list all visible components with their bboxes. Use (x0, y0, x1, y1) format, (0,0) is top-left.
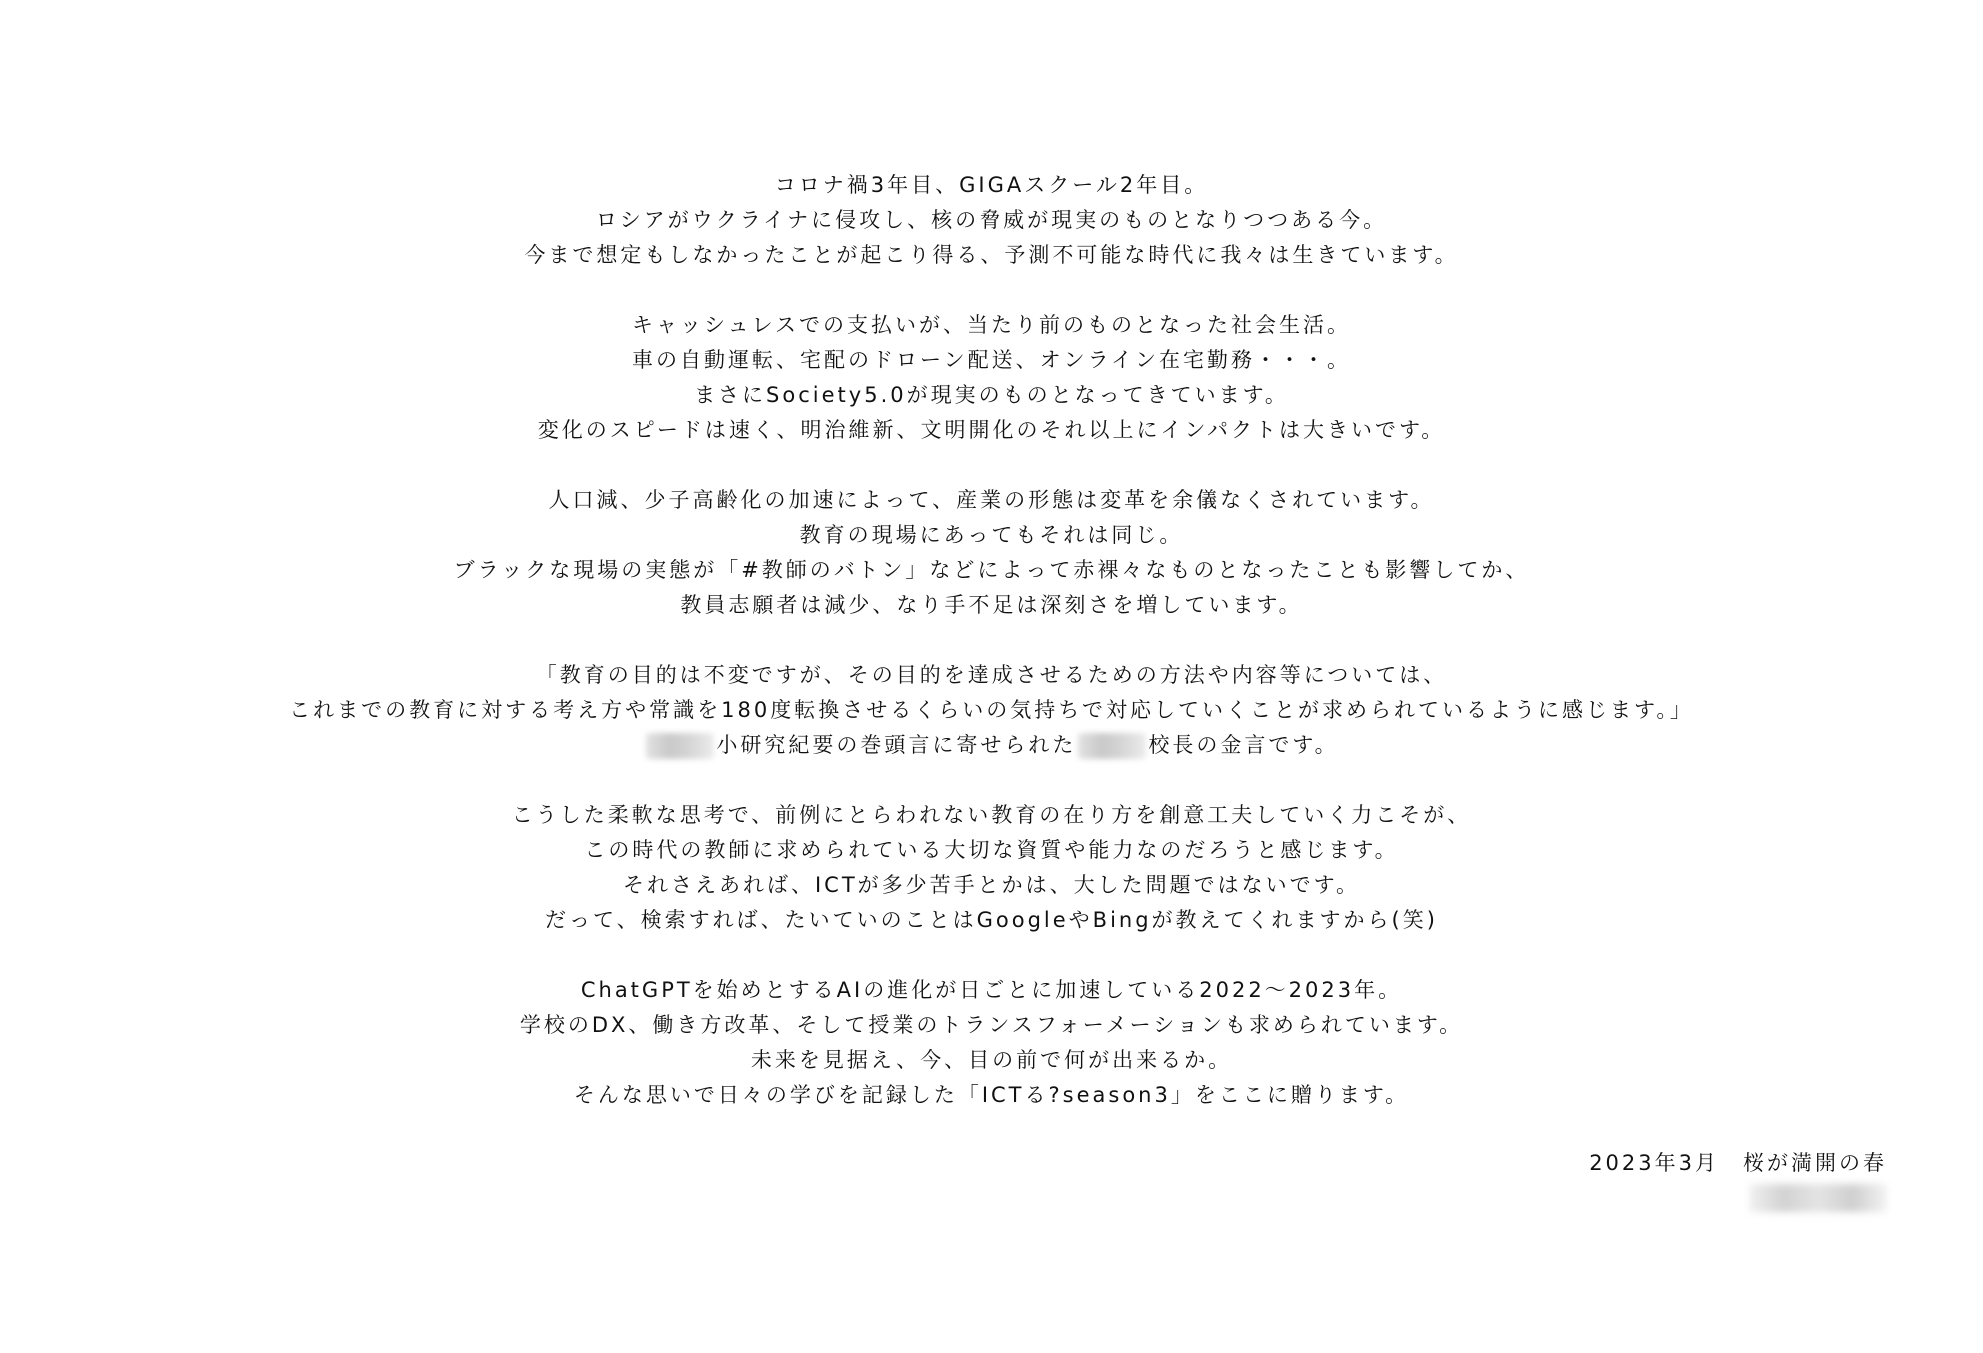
text-line: 学校のDX、働き方改革、そして授業のトランスフォーメーションも求められています。 (519, 1013, 1464, 1037)
preface-body (0, 168, 1983, 1148)
text-line: キャッシュレスでの支払いが、当たり前のものとなった社会生活。 (632, 313, 1351, 337)
text-line: 未来を見据え、今、目の前で何が出来るか。 (750, 1048, 1233, 1072)
redacted-author-name (1749, 1184, 1887, 1212)
text-line: ブラックな現場の実態が「#教師のバトン」などによって赤裸々なものとなったことも影響してか、 (453, 558, 1530, 582)
text-line: ChatGPTを始めとするAIの進化が日ごとに加速している2022～2023年。 (580, 978, 1403, 1002)
paragraph-5 (0, 798, 1983, 938)
paragraph-quote (0, 658, 1983, 763)
paragraph-6 (0, 973, 1983, 1113)
text-line: ロシアがウクライナに侵攻し、核の脅威が現実のものとなりつつある今。 (595, 208, 1388, 232)
text-line: 車の自動運転、宅配のドローン配送、オンライン在宅勤務・・・。 (632, 348, 1351, 372)
text-line: この時代の教師に求められている大切な資質や能力なのだろうと感じます。 (584, 838, 1399, 862)
text-line: 教育の現場にあってもそれは同じ。 (799, 523, 1184, 547)
text-line: 人口減、少子高齢化の加速によって、産業の形態は変革を余儀なくされています。 (548, 488, 1435, 512)
text-line: それさえあれば、ICTが多少苦手とかは、大した問題ではないです。 (622, 873, 1360, 897)
text-line: こうした柔軟な思考で、前例にとらわれない教育の在り方を創意工夫していく力こそが、 (511, 803, 1472, 827)
text-line: そんな思いで日々の学びを記録した「ICTる?season3」をここに贈ります。 (573, 1083, 1410, 1107)
quote-source-text: 校長の金言です。 (1148, 733, 1339, 757)
paragraph-1 (0, 168, 1983, 273)
text-line: 今まで想定もしなかったことが起こり得る、予測不可能な時代に我々は生きています。 (524, 243, 1459, 267)
text-line: コロナ禍3年目、GIGAスクール2年目。 (774, 173, 1209, 197)
redacted-school-name (646, 733, 714, 759)
paragraph-2 (0, 308, 1983, 448)
paragraph-3 (0, 483, 1983, 623)
text-line: 変化のスピードは速く、明治維新、文明開化のそれ以上にインパクトは大きいです。 (537, 418, 1446, 442)
text-line: だって、検索すれば、たいていのことはGoogleやBingが教えてくれますから(笑) (545, 908, 1438, 932)
text-line: まさにSociety5.0が現実のものとなってきています。 (694, 383, 1289, 407)
quote-source-text: 小研究紀要の巻頭言に寄せられた (716, 733, 1077, 757)
quote-line: これまでの教育に対する考え方や常識を180度転換させるくらいの気持ちで対応していくことが求められているように感じます。」 (289, 698, 1694, 722)
quote-line: 「教育の目的は不変ですが、その目的を達成させるための方法や内容等については、 (535, 663, 1448, 687)
signature-block (1589, 1146, 1887, 1217)
signature-date: 2023年3月 桜が満開の春 (1589, 1151, 1887, 1175)
text-line: 教員志願者は減少、なり手不足は深刻さを増しています。 (680, 593, 1303, 617)
redacted-principal-name (1078, 733, 1146, 759)
quote-source-line (0, 728, 1983, 763)
